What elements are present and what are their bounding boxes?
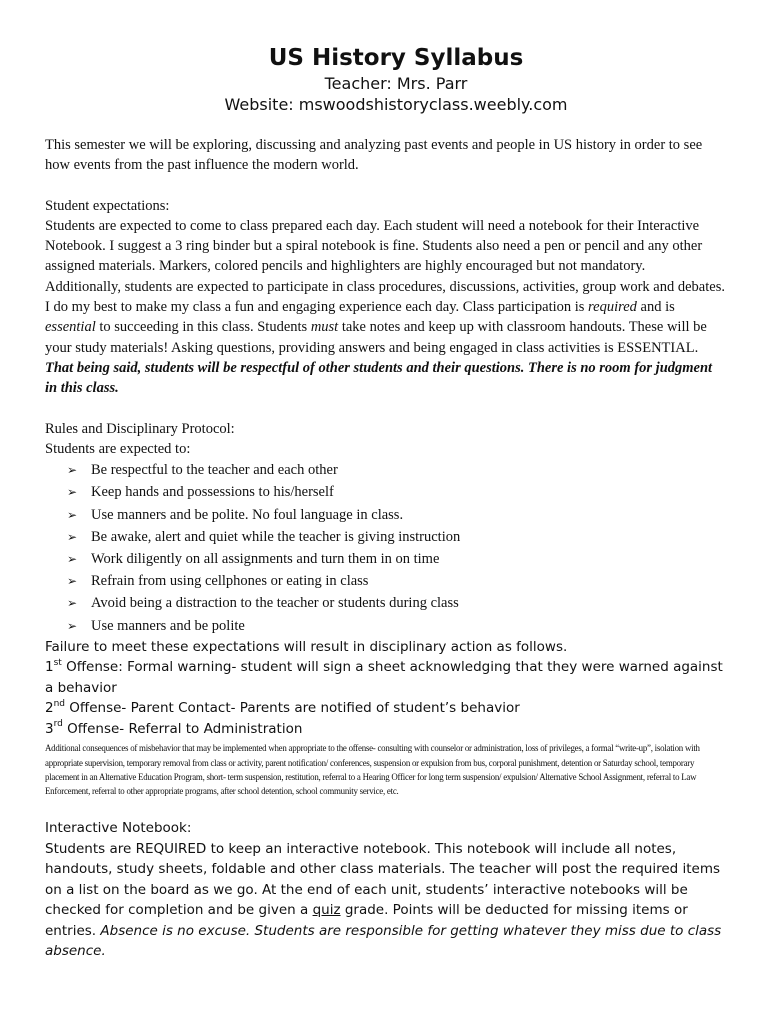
rules-list — [45, 459, 725, 637]
arrow-bullet-icon: ➢ — [67, 485, 78, 500]
arrow-bullet-icon: ➢ — [67, 529, 78, 544]
rule-text: Use manners and be polite. No foul language in class. — [91, 506, 404, 523]
failure-statement: Failure to meet these expectations will result in disciplinary action as follows. — [45, 638, 568, 655]
teacher-name: Teacher: Mrs. Parr — [324, 73, 468, 93]
respect-statement: That being said, students will be respectful of other students and their questions. There is no room for judgment in this class. — [45, 359, 713, 397]
expectations-text-b: and is — [636, 299, 675, 316]
arrow-bullet-icon: ➢ — [67, 618, 78, 633]
arrow-bullet-icon: ➢ — [67, 574, 78, 589]
offense-number: 2 — [45, 700, 54, 717]
intro-paragraph: This semester we will be exploring, discussing and analyzing past events and people in US history in order to see how events from the past influence the modern world. — [45, 136, 703, 174]
arrow-bullet-icon: ➢ — [67, 596, 78, 611]
rule-text: Refrain from using cellphones or eating in class — [91, 573, 369, 590]
list-item — [67, 459, 725, 481]
offense-2 — [45, 698, 725, 719]
expectations-heading: Student expectations: — [45, 197, 170, 214]
rule-text: Avoid being a distraction to the teacher or students during class — [91, 595, 459, 612]
rules-heading: Rules and Disciplinary Protocol: — [45, 420, 235, 437]
offense-number: 1 — [45, 659, 54, 676]
list-item — [67, 570, 725, 592]
offense-text: Offense- Referral to Administration — [62, 720, 303, 737]
expectations-text-c: to succeeding in this class. Students — [95, 319, 311, 336]
required-emphasis: required — [588, 299, 637, 316]
must-emphasis: must — [310, 319, 339, 336]
expectations-paragraph-2 — [45, 277, 725, 399]
offense-ordinal: st — [53, 657, 62, 668]
notebook-text-a: Students are REQUIRED to keep an interactive notebook. This notebook will include all notes, handouts, study sheets, foldable and other class materials. The teacher will post the required items on a list on the board as we go. At the end of each unit, students’ interactive notebooks will be checked for completion and be given a — [45, 840, 721, 919]
offense-text: Offense: Formal warning- student will sign a sheet acknowledging that they were warned against a behavior — [45, 659, 723, 696]
syllabus-page — [45, 44, 725, 962]
list-item — [67, 592, 725, 614]
arrow-bullet-icon: ➢ — [67, 463, 78, 478]
offense-1 — [45, 657, 725, 698]
rule-text: Work diligently on all assignments and turn them in on time — [91, 550, 440, 567]
document-title: US History Syllabus — [268, 45, 524, 71]
rules-intro: Students are expected to: — [45, 440, 191, 457]
notebook-heading: Interactive Notebook: — [45, 820, 192, 837]
offense-text: Offense- Parent Contact- Parents are notified of student’s behavior — [65, 700, 520, 717]
rule-text: Be respectful to the teacher and each other — [91, 462, 338, 479]
list-item — [67, 504, 725, 526]
expectations-text-d: take notes and keep up with classroom handouts. These will be your study materials! Asking questions, providing answers and being engaged in class activities is ESSENTIAL. — [45, 319, 707, 356]
list-item — [67, 548, 725, 570]
website-line: Website: mswoodshistoryclass.weebly.com — [224, 94, 568, 114]
expectations-paragraph-1: Students are expected to come to class prepared each day. Each student will need a notebook for their Interactive Notebook. I suggest a 3 ring binder but a spiral notebook is fine. Students also need a pen or pencil and any other assigned materials. Markers, colored pencils and highlighters are highly encouraged but not mandatory. — [45, 217, 703, 275]
rule-text: Use manners and be polite — [91, 617, 245, 634]
rule-text: Be awake, alert and quiet while the teacher is giving instruction — [91, 528, 461, 545]
expectations-text-a: Additionally, students are expected to participate in class procedures, discussions, activities, group work and debates. I do my best to make my class a fun and engaging experience each day. Class participation is — [45, 278, 725, 316]
essential-emphasis: essential — [45, 319, 96, 336]
list-item — [67, 526, 725, 548]
notebook-paragraph — [45, 839, 725, 962]
rule-text: Keep hands and possessions to his/herself — [91, 484, 334, 501]
offense-ordinal: rd — [53, 719, 63, 730]
offense-3 — [45, 719, 725, 740]
offense-ordinal: nd — [53, 698, 66, 709]
arrow-bullet-icon: ➢ — [67, 551, 78, 566]
additional-consequences: Additional consequences of misbehavior that may be implemented when appropriate to the offense- consulting with counselor or administration, loss of privileges, a formal “write-up”, isolation with appropriate supervision, temporary removal from class or activity, parent notification/ conferences, suspension or expulsion from bus, corporal punishment, detention or Saturday school, temporary placement in an Alternative Education Program, short- term suspension, restitution, referral to a Hearing Officer for long term suspension/ expulsion/ Alternative School Assignment, referral to Law Enforcement, referral to other appropriate programs, after school detention, school community service, etc. — [45, 743, 700, 797]
quiz-word: quiz — [312, 902, 341, 919]
notebook-text-b: grade. Points will be deducted for missing items or entries. — [45, 902, 688, 939]
arrow-bullet-icon: ➢ — [67, 507, 78, 522]
offense-number: 3 — [45, 720, 54, 737]
list-item — [67, 615, 725, 637]
list-item — [67, 481, 725, 503]
absence-statement: Absence is no excuse. Students are responsible for getting whatever they miss due to class absence. — [45, 922, 722, 960]
